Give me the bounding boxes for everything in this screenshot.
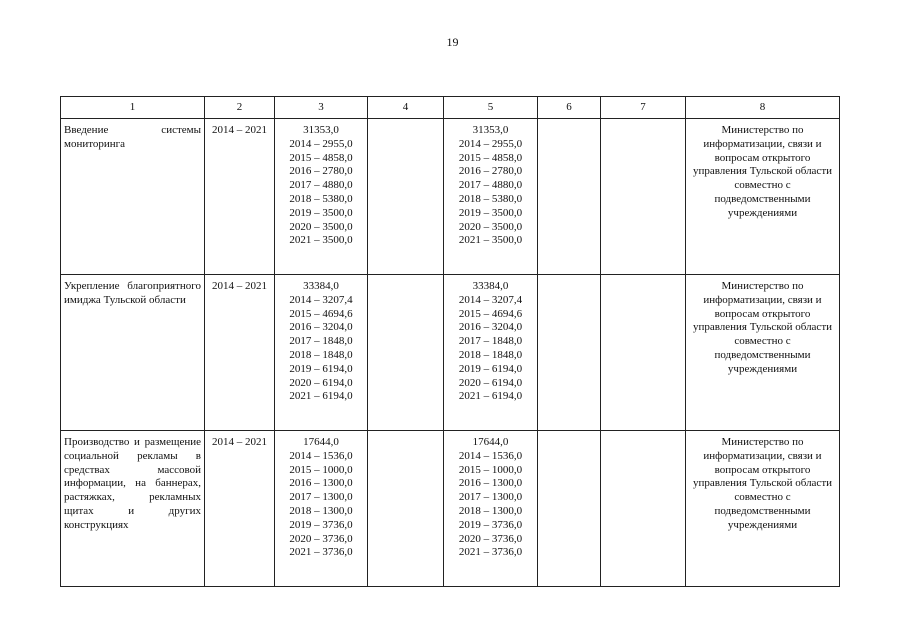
executor-cell: Министерство по информатизации, связи и вопросам открытого управления Тульской области совместно с подведомственными учреждениями: [686, 275, 840, 431]
period-cell: 2014 – 2021: [205, 275, 275, 431]
column-5-funding-cell: [444, 275, 538, 431]
funding-year: 2018 – 1300,0: [458, 504, 523, 517]
funding-total: 33384,0: [303, 280, 339, 292]
funding-year: 2017 – 1848,0: [289, 335, 353, 348]
header-cell-1: 1: [61, 97, 205, 119]
funding-year: 2020 – 3500,0: [458, 220, 523, 233]
funding-year: 2019 – 3736,0: [458, 518, 523, 531]
period-cell: 2014 – 2021: [205, 119, 275, 275]
funding-year: 2015 – 1000,0: [289, 463, 353, 476]
funding-year: 2016 – 2780,0: [289, 165, 353, 178]
column-5-funding-cell: [444, 431, 538, 587]
funding-year: 2019 – 6194,0: [289, 362, 353, 375]
funding-year: 2020 – 3736,0: [289, 532, 353, 545]
funding-total: 31353,0: [472, 124, 509, 136]
column-7-cell: [601, 275, 686, 431]
funding-year: 2021 – 3500,0: [289, 234, 353, 247]
funding-year: 2017 – 4880,0: [289, 179, 353, 192]
funding-year: 2021 – 3500,0: [458, 234, 523, 247]
funding-year: 2017 – 1848,0: [458, 335, 523, 348]
column-6-cell: [538, 431, 601, 587]
executor-cell: Министерство по информатизации, связи и вопросам открытого управления Тульской области совместно с подведомственными учреждениями: [686, 431, 840, 587]
column-6-cell: [538, 275, 601, 431]
column-4-cell: [368, 119, 444, 275]
funding-year: 2020 – 3500,0: [289, 220, 353, 233]
measure-name-cell: Укрепление благоприятного имиджа Тульской области: [61, 275, 205, 431]
table-row: [61, 431, 840, 587]
column-4-cell: [368, 431, 444, 587]
funding-year: 2017 – 1300,0: [289, 491, 353, 504]
funding-year: 2014 – 1536,0: [289, 449, 353, 462]
total-funding-cell: [275, 119, 368, 275]
funding-year: 2014 – 1536,0: [458, 449, 523, 462]
funding-year: 2014 – 3207,4: [458, 293, 523, 306]
funding-year: 2020 – 6194,0: [289, 376, 353, 389]
header-cell-2: 2: [205, 97, 275, 119]
funding-year: 2018 – 5380,0: [458, 192, 523, 205]
column-4-cell: [368, 275, 444, 431]
executor-cell: Министерство по информатизации, связи и вопросам открытого управления Тульской области совместно с подведомственными учреждениями: [686, 119, 840, 275]
funding-total: 17644,0: [472, 436, 509, 448]
funding-year: 2021 – 6194,0: [458, 390, 523, 403]
header-row: [61, 97, 840, 119]
period-cell: 2014 – 2021: [205, 431, 275, 587]
funding-year: 2016 – 2780,0: [458, 165, 523, 178]
measure-name-cell: Производство и размещение социальной рекламы в средствах массовой информации, на баннерах, растяжках, рекламных щитах и других конструкциях: [61, 431, 205, 587]
table-row: [61, 275, 840, 431]
header-cell-4: 4: [368, 97, 444, 119]
funding-year: 2019 – 3736,0: [289, 518, 353, 531]
funding-year: 2016 – 1300,0: [289, 477, 353, 490]
funding-year: 2019 – 3500,0: [458, 206, 523, 219]
column-7-cell: [601, 119, 686, 275]
header-cell-3: 3: [275, 97, 368, 119]
total-funding-cell: [275, 431, 368, 587]
column-5-funding-cell: [444, 119, 538, 275]
funding-year: 2018 – 1300,0: [289, 504, 353, 517]
table-row: [61, 119, 840, 275]
funding-year: 2021 – 3736,0: [458, 546, 523, 559]
measure-name-cell: Введение системы мониторинга: [61, 119, 205, 275]
funding-year: 2015 – 4858,0: [458, 151, 523, 164]
page-number: 19: [446, 35, 459, 49]
funding-year: 2021 – 6194,0: [289, 390, 353, 403]
funding-year: 2020 – 6194,0: [458, 376, 523, 389]
program-table: [60, 96, 840, 587]
funding-year: 2015 – 4694,6: [458, 307, 523, 320]
funding-year: 2018 – 1848,0: [289, 348, 353, 361]
funding-year: 2018 – 1848,0: [458, 348, 523, 361]
funding-year: 2016 – 1300,0: [458, 477, 523, 490]
funding-year: 2019 – 6194,0: [458, 362, 523, 375]
funding-year: 2021 – 3736,0: [289, 546, 353, 559]
funding-total: 33384,0: [472, 280, 509, 292]
funding-year: 2014 – 3207,4: [289, 293, 353, 306]
header-cell-7: 7: [601, 97, 686, 119]
funding-year: 2016 – 3204,0: [289, 321, 353, 334]
column-7-cell: [601, 431, 686, 587]
header-cell-5: 5: [444, 97, 538, 119]
funding-total: 17644,0: [303, 436, 339, 448]
funding-year: 2017 – 1300,0: [458, 491, 523, 504]
funding-year: 2014 – 2955,0: [289, 137, 353, 150]
funding-year: 2014 – 2955,0: [458, 137, 523, 150]
funding-year: 2015 – 4858,0: [289, 151, 353, 164]
total-funding-cell: [275, 275, 368, 431]
funding-year: 2020 – 3736,0: [458, 532, 523, 545]
column-6-cell: [538, 119, 601, 275]
funding-total: 31353,0: [303, 124, 339, 136]
header-cell-6: 6: [538, 97, 601, 119]
funding-year: 2018 – 5380,0: [289, 192, 353, 205]
funding-year: 2015 – 1000,0: [458, 463, 523, 476]
funding-year: 2017 – 4880,0: [458, 179, 523, 192]
funding-year: 2015 – 4694,6: [289, 307, 353, 320]
header-cell-8: 8: [686, 97, 840, 119]
funding-year: 2019 – 3500,0: [289, 206, 353, 219]
funding-year: 2016 – 3204,0: [458, 321, 523, 334]
